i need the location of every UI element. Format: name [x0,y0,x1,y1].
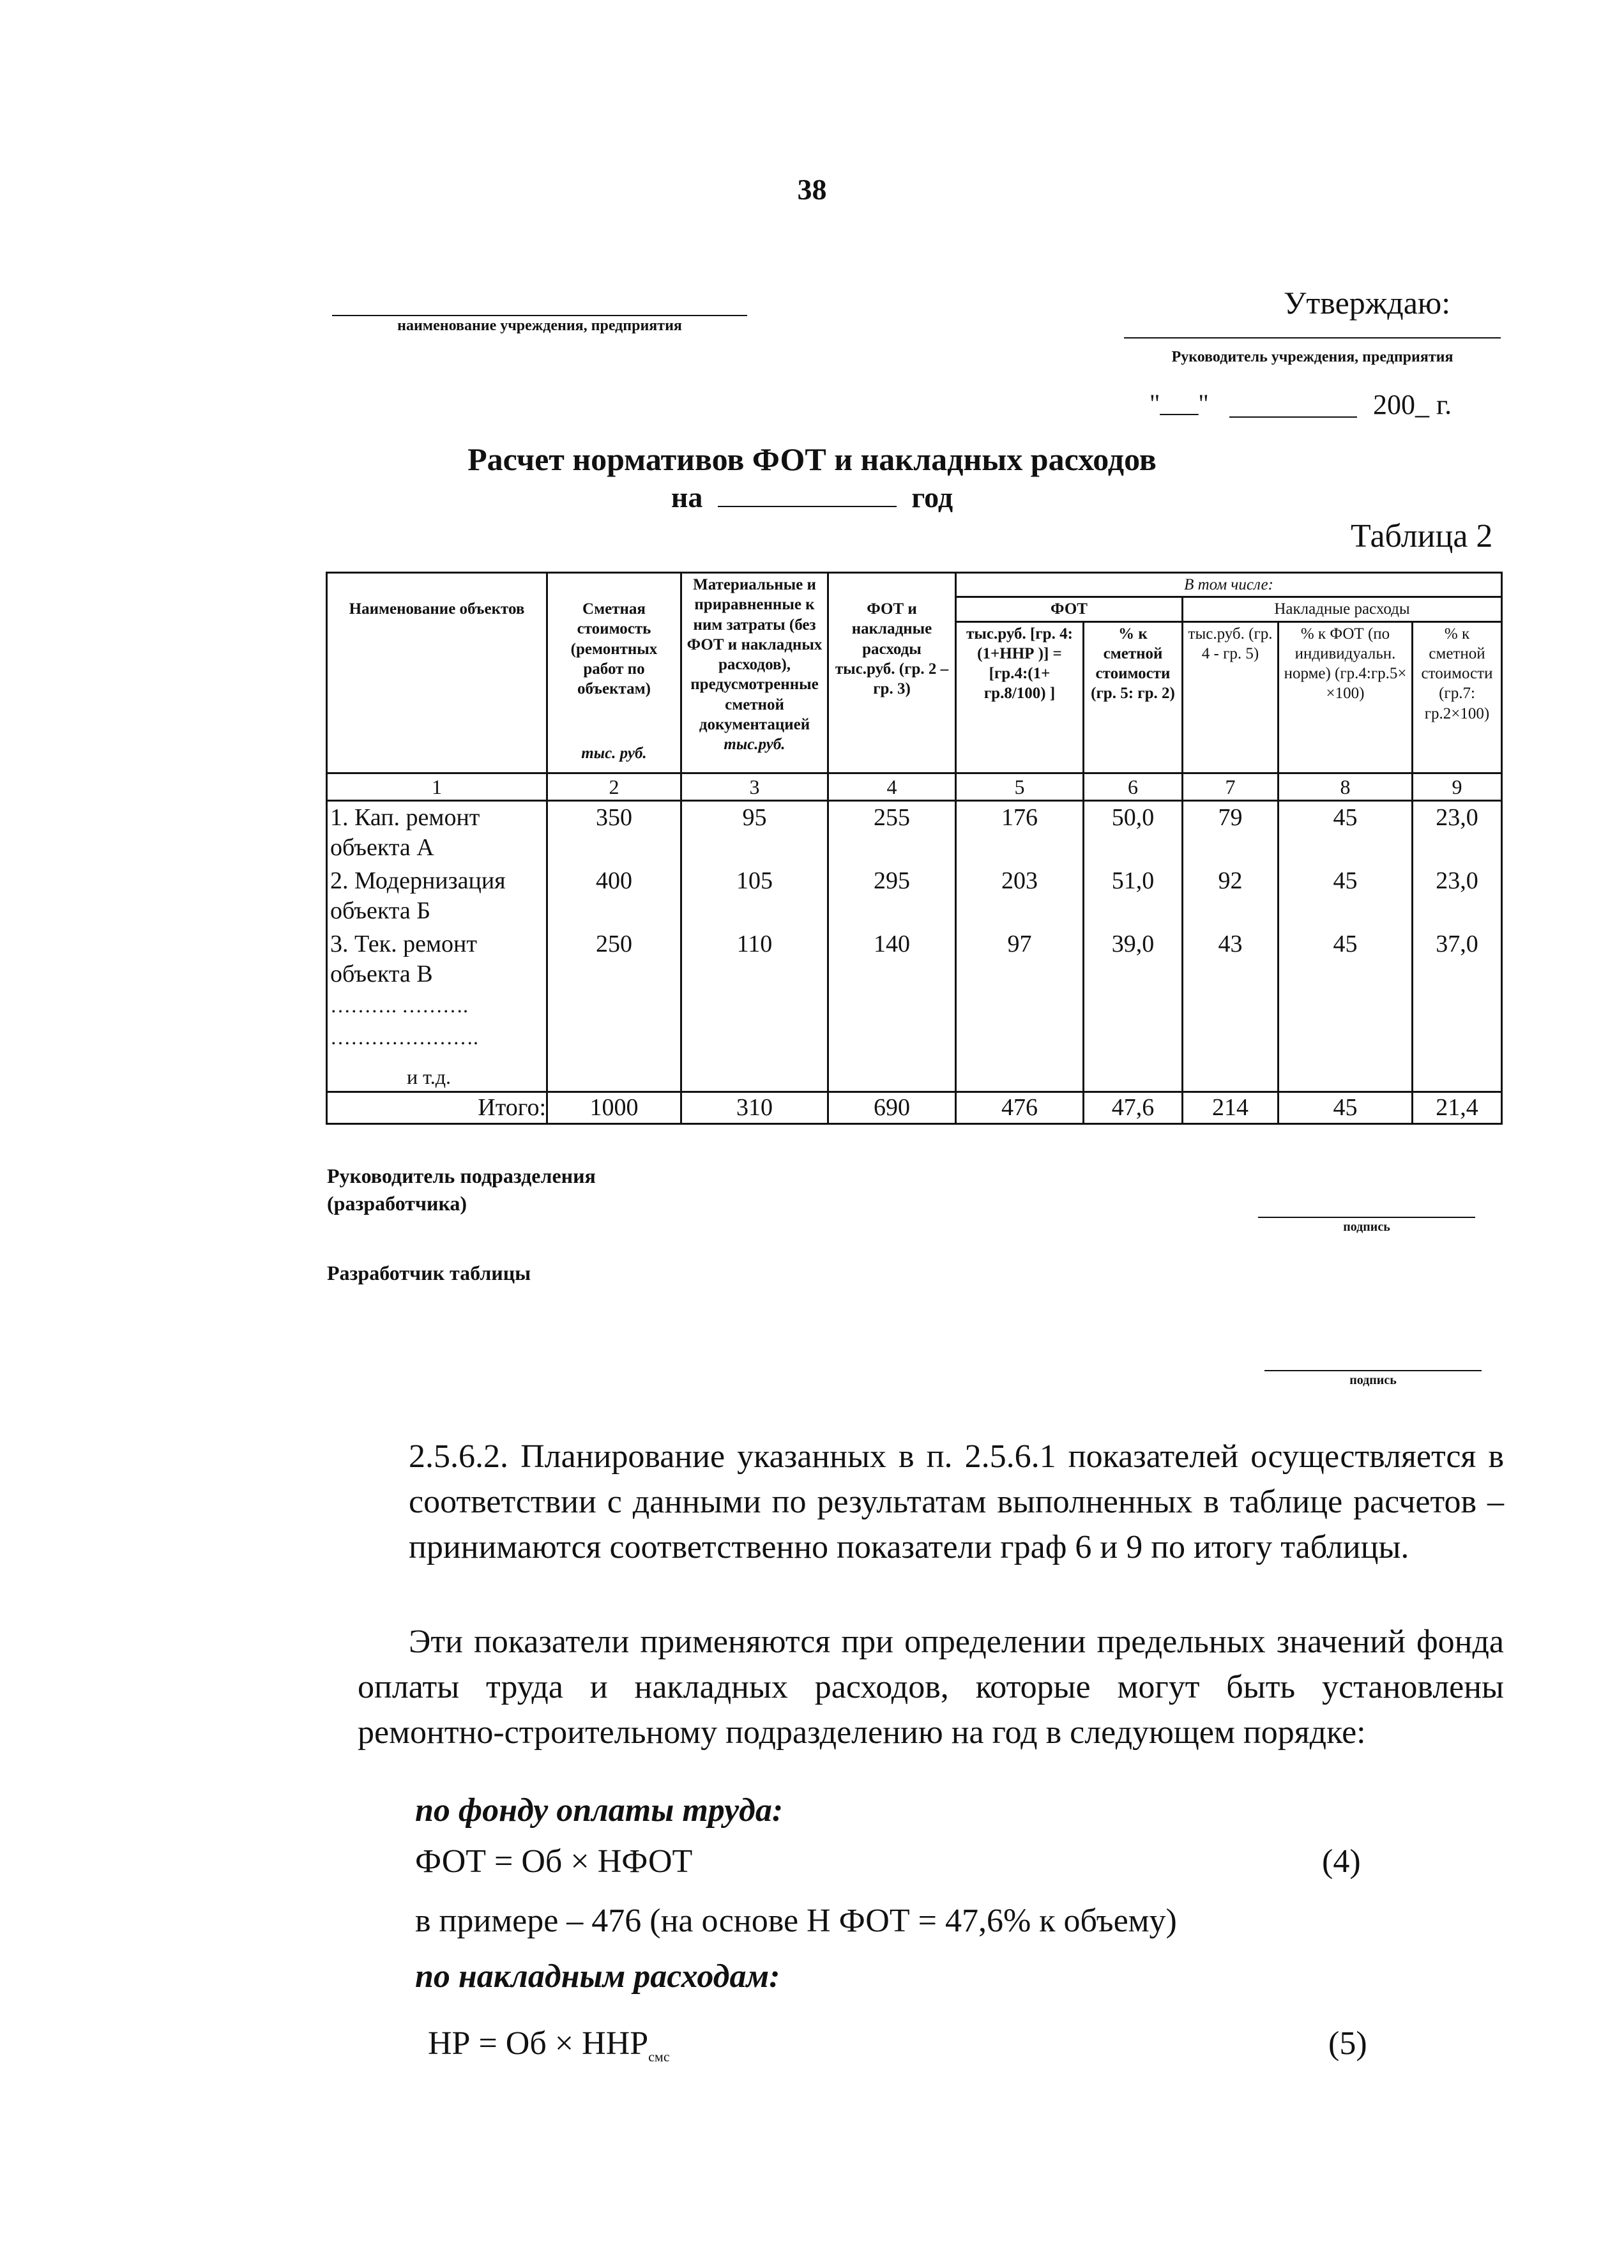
cell [956,991,1084,1092]
column-number: 3 [681,773,828,800]
cell: 45 [1279,800,1413,865]
cell: 110 [681,928,828,991]
fot-example: в примере – 476 (на основе Н ФОТ = 47,6% к объему) [415,1903,1177,1939]
nr-number: (5) [1328,2025,1367,2062]
header-col6: % к сметной стоимости (гр. 5: гр. 2) [1084,621,1183,773]
header-col7: тыс.руб. (гр. 4 - гр. 5) [1183,621,1279,773]
institution-caption: наименование учреждения, предприятия [397,317,682,334]
total-cell: 47,6 [1084,1092,1183,1124]
head-signature-label: Руководитель подразделения (разработчика) [327,1164,596,1215]
column-number: 5 [956,773,1084,800]
head-signature-line [1258,1217,1475,1218]
head-line [1124,337,1501,339]
table-label: Таблица 2 [1351,518,1493,554]
nr-title: по накладным расходам: [415,1958,780,1995]
total-cell: 690 [828,1092,956,1124]
total-cell: 21,4 [1413,1092,1502,1124]
total-cell: 45 [1279,1092,1413,1124]
year-blank [718,480,897,507]
cell [1084,991,1183,1092]
cell: 45 [1279,928,1413,991]
row-name: 2. Модернизация объекта Б [327,865,547,928]
cell: 255 [828,800,956,865]
table-row-etc [327,991,1502,1092]
cell: 203 [956,865,1084,928]
column-number: 6 [1084,773,1183,800]
row-etc [327,991,547,1092]
header-materials: Материальные и приравненные к ним затраты (без ФОТ и накладных расходов), предусмотренные сметной документацией тыс.руб. [681,573,828,773]
header-estimate-unit: тыс. руб. [581,745,647,763]
total-cell: 1000 [547,1092,681,1124]
fot-table [326,572,1503,1125]
header-col9: % к сметной стоимости (гр.7: гр.2×100) [1413,621,1502,773]
total-cell: 476 [956,1092,1084,1124]
header-materials-unit: тыс.руб. [724,736,785,753]
header-estimate: Сметная стоимость (ремонтных работ по объектам) тыс. руб. [547,573,681,773]
paragraph-1: 2.5.6.2. Планирование указанных в п. 2.5.6.1 показателей осуществляется в соответствии с данными по результатам выполненных в таблице расчетов – принимаются соответственно показатели граф 6 и 9 по итогу таблицы. [409,1438,1504,1565]
cell: 95 [681,800,828,865]
page-number: 38 [797,173,827,206]
total-row [327,1092,1502,1124]
header-including: В том числе: [956,573,1502,597]
document-title: Расчет нормативов ФОТ и накладных расходов [467,441,1157,477]
column-number-row [327,773,1502,800]
paragraph-2: Эти показатели применяются при определении предельных значений фонда оплаты труда и накладных расходов, которые могут быть установлены ремонтно-строительному подразделению на год в следующем порядке: [358,1624,1504,1751]
header-col5: тыс.руб. [гр. 4: (1+ННР )] =[гр.4:(1+ гр.8/100) ] [956,621,1084,773]
column-number: 4 [828,773,956,800]
header-overheads: Накладные расходы [1183,597,1502,621]
cell: 50,0 [1084,800,1183,865]
row-name: 3. Тек. ремонт объекта В [327,928,547,991]
column-number: 9 [1413,773,1502,800]
etc-label: и т.д. [407,1065,451,1088]
cell: 97 [956,928,1084,991]
table-row [327,800,1502,865]
nr-formula: НР = Об × $ННР_{смс}$ [428,2025,670,2065]
header-fot-nr: ФОТ и накладные расходы тыс.руб. (гр. 2 – гр. 3) [828,573,956,773]
cell [1279,991,1413,1092]
total-label: Итого: [327,1092,547,1124]
cell [1413,991,1502,1092]
date-month-line [1229,416,1357,418]
fot-formula: ФОТ = Об × НФОТ [415,1843,693,1880]
head-caption: Руководитель учреждения, предприятия [1171,349,1453,365]
cell: 105 [681,865,828,928]
cell: 23,0 [1413,800,1502,865]
row-name: 1. Кап. ремонт объекта А [327,800,547,865]
total-cell: 214 [1183,1092,1279,1124]
fot-title: по фонду оплаты труда: [415,1792,784,1829]
cell: 23,0 [1413,865,1502,928]
nr-subscript: смс [648,2048,670,2065]
fot-number: (4) [1322,1843,1361,1880]
cell: 39,0 [1084,928,1183,991]
cell: 51,0 [1084,865,1183,928]
date-year: 200_ г. [1373,389,1452,420]
developer-signature-line [1264,1370,1482,1371]
year-suffix: год [911,481,953,514]
cell: 37,0 [1413,928,1502,991]
total-cell: 310 [681,1092,828,1124]
cell [1183,991,1279,1092]
column-number: 2 [547,773,681,800]
cell [547,991,681,1092]
cell: 176 [956,800,1084,865]
cell: 43 [1183,928,1279,991]
column-number: 7 [1183,773,1279,800]
header-fot: ФОТ [956,597,1183,621]
institution-line [332,315,747,316]
cell [828,991,956,1092]
date-day: "___" [1150,389,1209,418]
table-row [327,865,1502,928]
developer-label: Разработчик таблицы [327,1261,531,1284]
developer-signature-caption: подпись [1349,1373,1397,1387]
cell: 250 [547,928,681,991]
cell: 45 [1279,865,1413,928]
header-objects: Наименование объектов [327,573,547,773]
column-number: 1 [327,773,547,800]
cell: 295 [828,865,956,928]
cell: 350 [547,800,681,865]
cell: 140 [828,928,956,991]
dots-1: ………. ………. [330,993,468,1017]
cell: 79 [1183,800,1279,865]
head-signature-caption: подпись [1343,1220,1390,1234]
table-row [327,928,1502,991]
year-line [0,480,1624,514]
column-number: 8 [1279,773,1413,800]
year-prefix: на [671,481,703,514]
header-col8: % к ФОТ (по индивидуальн. норме) (гр.4:гр.5× ×100) [1279,621,1413,773]
cell: 400 [547,865,681,928]
dots-2: …………………. [330,1025,478,1049]
cell [681,991,828,1092]
cell: 92 [1183,865,1279,928]
approve-label: Утверждаю: [1284,285,1451,321]
